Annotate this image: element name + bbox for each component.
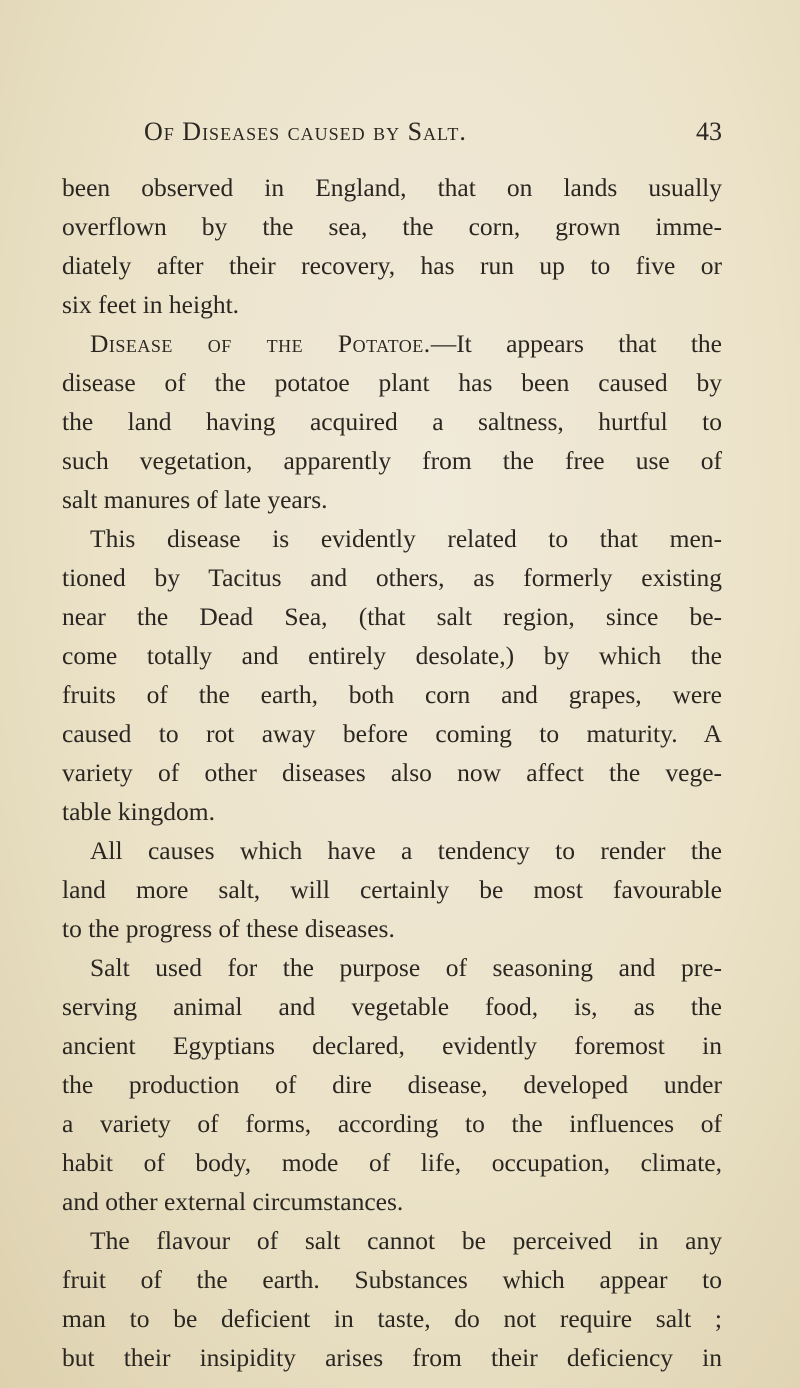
body-text bbox=[62, 168, 722, 1377]
running-title: Of Diseases caused by Salt. bbox=[144, 117, 467, 146]
section-heading-line bbox=[62, 324, 722, 363]
text-line: variety of other diseases also now affect the vege- bbox=[62, 758, 722, 787]
text-line: habit of body, mode of life, occupation, climate, bbox=[62, 1148, 722, 1177]
text-line: caused to rot away before coming to maturity. A bbox=[62, 719, 722, 748]
text-line: All causes which have a tendency to render the bbox=[90, 836, 722, 865]
text-line: come totally and entirely desolate,) by which the bbox=[62, 641, 722, 670]
text-line: fruit of the earth. Substances which appear to bbox=[62, 1265, 722, 1294]
text-line: such vegetation, apparently from the free use of bbox=[62, 446, 722, 475]
text-line: land more salt, will certainly be most favourable bbox=[62, 875, 722, 904]
text-line: to the progress of these diseases. bbox=[62, 914, 395, 943]
text-line: The flavour of salt cannot be perceived in any bbox=[90, 1226, 722, 1255]
text-line: table kingdom. bbox=[62, 797, 215, 826]
running-head bbox=[144, 117, 722, 157]
text-line: six feet in height. bbox=[62, 290, 240, 319]
text-line: man to be deficient in taste, do not require salt ; bbox=[62, 1304, 722, 1333]
text-line: overflown by the sea, the corn, grown imme- bbox=[62, 212, 722, 241]
text-line: but their insipidity arises from their deficiency in bbox=[62, 1343, 722, 1372]
text-line: ancient Egyptians declared, evidently foremost in bbox=[62, 1031, 722, 1060]
text-line: Salt used for the purpose of seasoning and pre- bbox=[90, 953, 722, 982]
text-line: a variety of forms, according to the influences of bbox=[62, 1109, 722, 1138]
text-line: been observed in England, that on lands usually bbox=[62, 173, 722, 202]
text-run: —It appears that the bbox=[430, 329, 723, 358]
section-heading: Disease of the Potatoe. bbox=[90, 329, 431, 358]
text-line: disease of the potatoe plant has been caused by bbox=[62, 368, 722, 397]
text-line: and other external circumstances. bbox=[62, 1187, 404, 1216]
text-line: salt manures of late years. bbox=[62, 485, 328, 514]
text-line: near the Dead Sea, (that salt region, since be- bbox=[62, 602, 722, 631]
text-line: diately after their recovery, has run up to five or bbox=[62, 251, 722, 280]
text-line: fruits of the earth, both corn and grapes, were bbox=[62, 680, 722, 709]
text-line: the land having acquired a saltness, hurtful to bbox=[62, 407, 722, 436]
page-number: 43 bbox=[696, 117, 722, 146]
text-line: the production of dire disease, developed under bbox=[62, 1070, 722, 1099]
text-line: serving animal and vegetable food, is, as the bbox=[62, 992, 722, 1021]
text-line: tioned by Tacitus and others, as formerly existing bbox=[62, 563, 722, 592]
text-line: This disease is evidently related to that men- bbox=[90, 524, 722, 553]
